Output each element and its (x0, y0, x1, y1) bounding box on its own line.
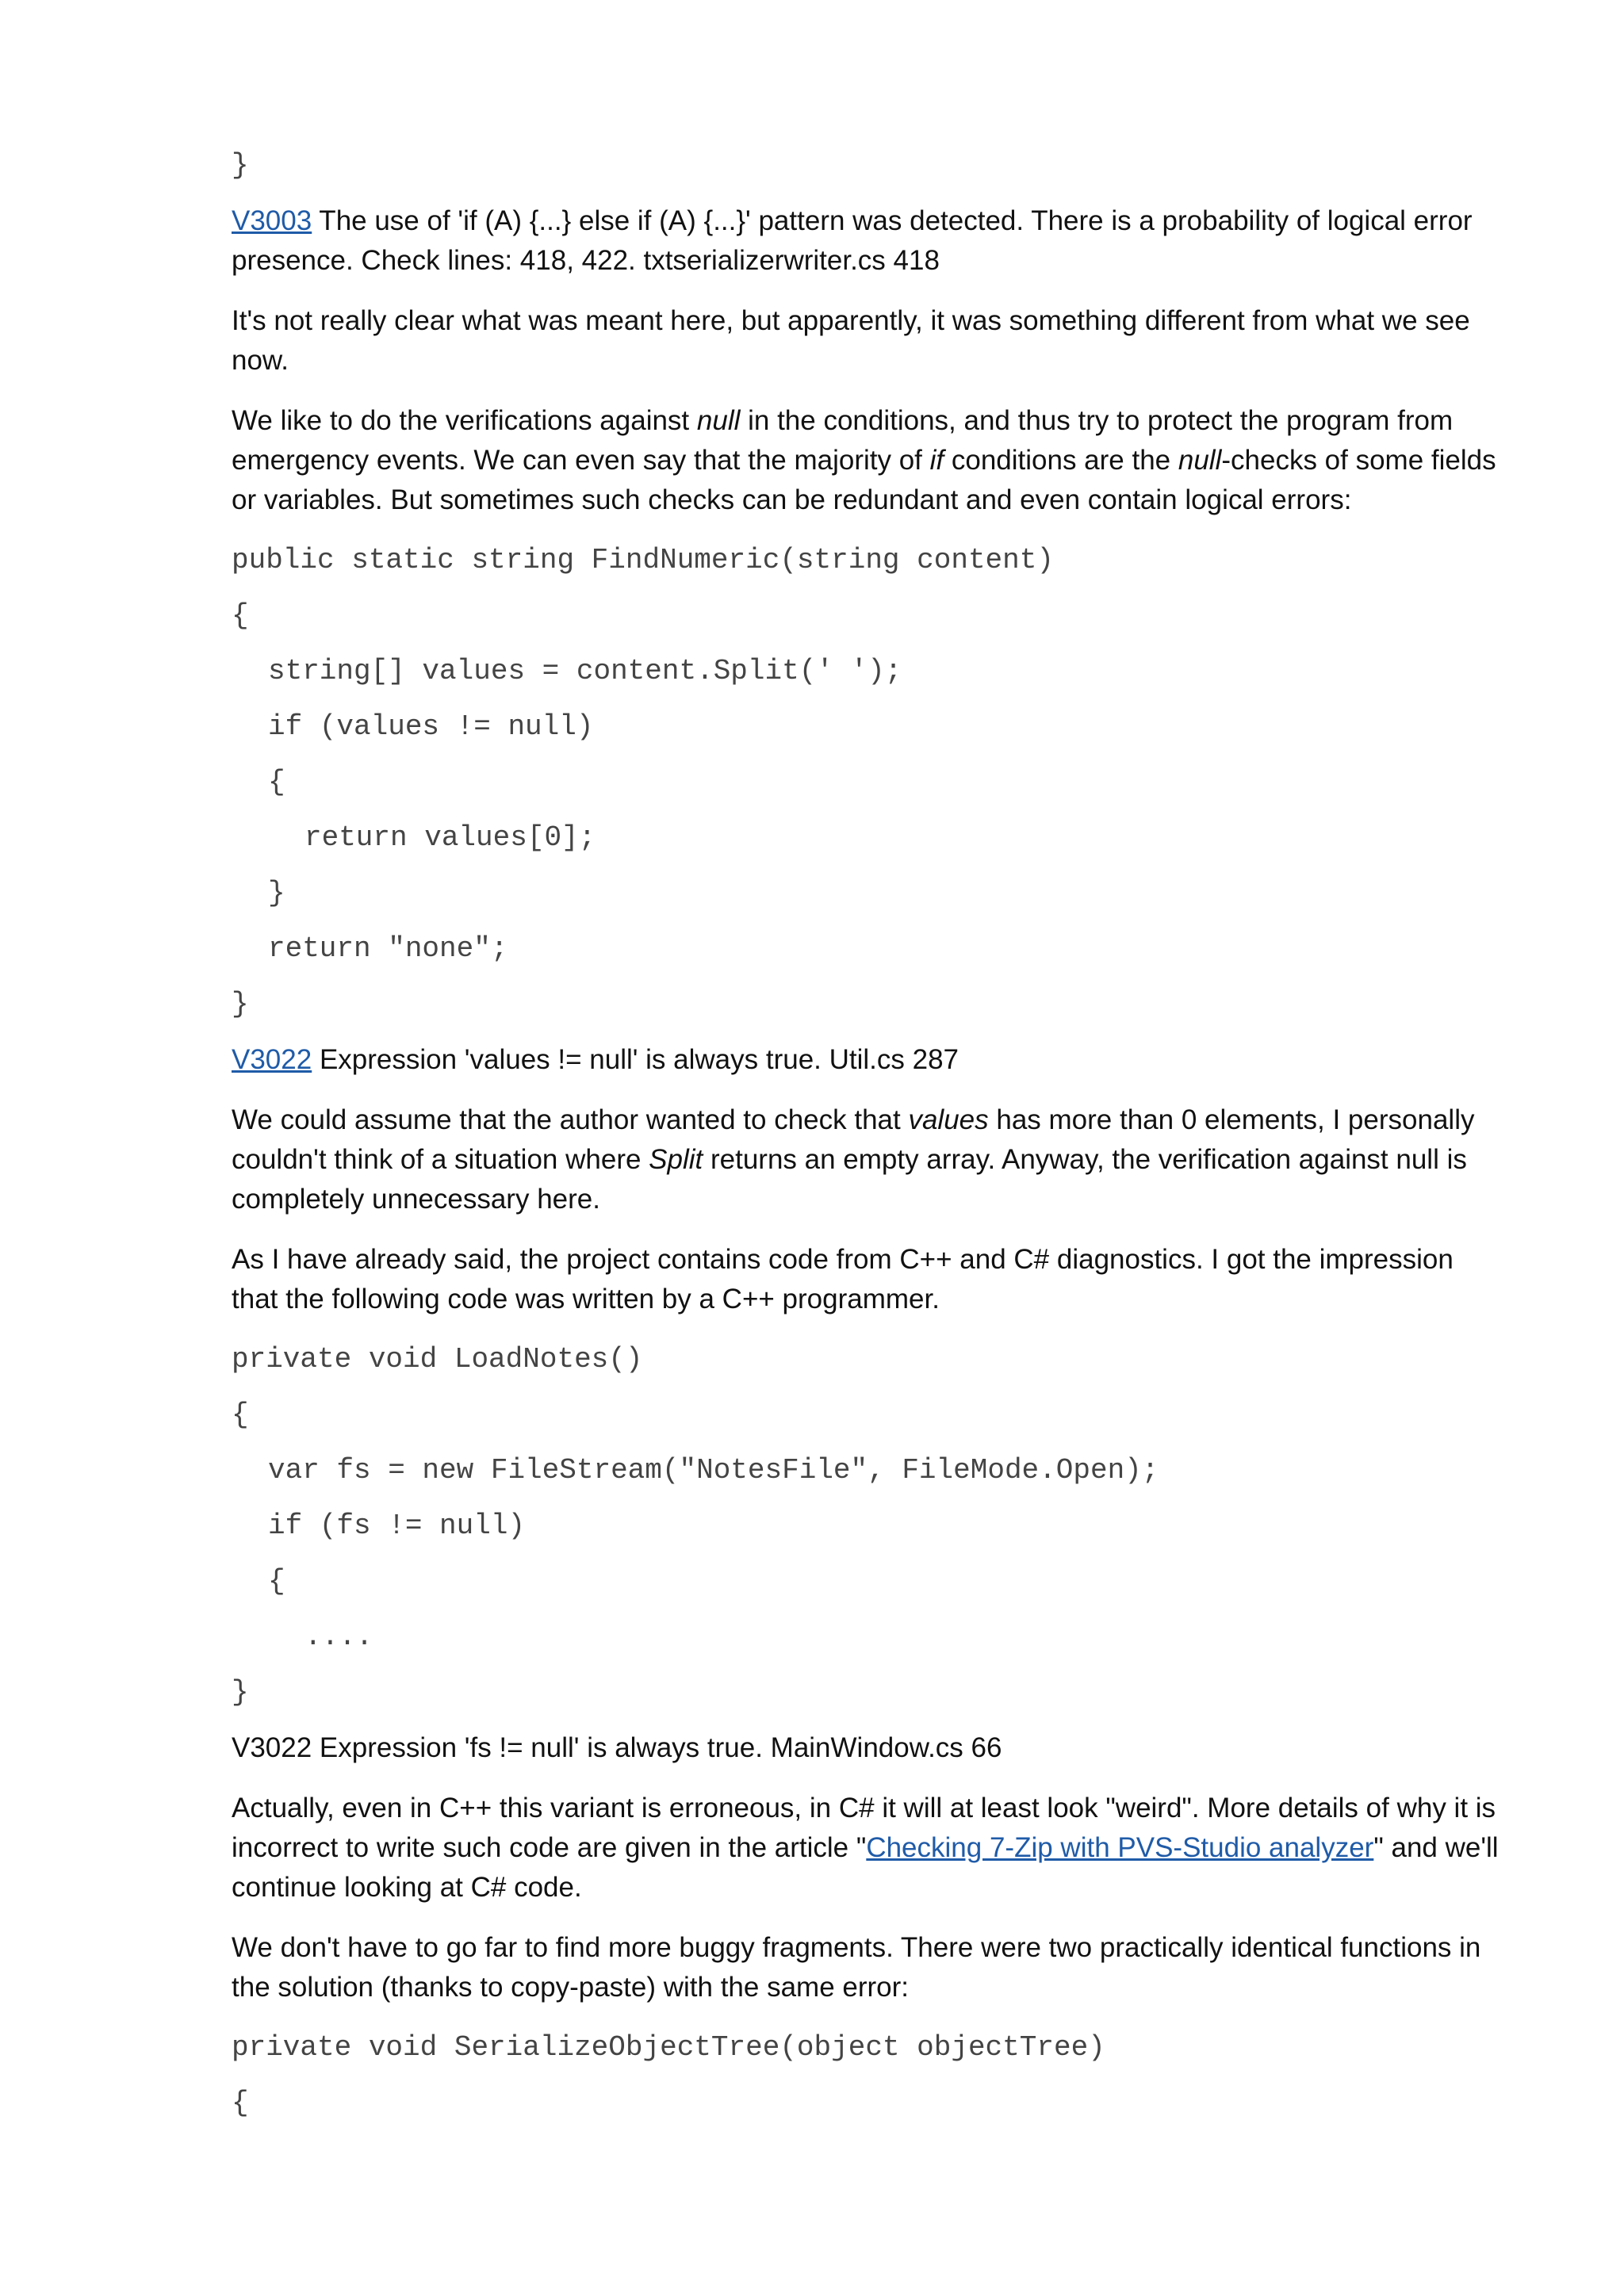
text-run: We could assume that the author wanted to check that (232, 1104, 909, 1135)
emphasis: null (1178, 445, 1222, 476)
paragraph-cpp: As I have already said, the project contains code from C++ and C# diagnostics. I got the impression that the following code was written by a C++ programmer. (232, 1244, 1454, 1314)
emphasis: Split (649, 1144, 703, 1175)
diagnostic-v3022-fs: V3022 Expression 'fs != null' is always true. MainWindow.cs 66 (232, 1732, 1002, 1763)
text-run: returns an empty array. Anyway, the verification against null is completely unnecessary here. (232, 1144, 1467, 1215)
code-line: if (values != null) (268, 710, 594, 743)
code-line: } (232, 988, 249, 1020)
code-block-loadnotes (232, 1340, 1500, 1712)
code-line: .... (304, 1621, 373, 1653)
diagnostic-link-v3022[interactable]: V3022 (232, 1044, 312, 1075)
code-block-serialize (232, 2028, 1500, 2123)
paragraph-actually (232, 1789, 1500, 1908)
code-line: } (268, 877, 285, 909)
code-line: private void SerializeObjectTree(object objectTree) (232, 2031, 1105, 2064)
text-run: has more than 0 elements, I personally couldn't think of a situation where (232, 1104, 1475, 1175)
emphasis: if (929, 445, 944, 476)
text-run: -checks of some fields or variables. But sometimes such checks can be redundant and even contain logical errors: (232, 445, 1496, 515)
code-line: return values[0]; (304, 821, 596, 854)
diagnostic-v3003 (232, 201, 1500, 281)
code-line: if (fs != null) (268, 1510, 526, 1542)
code-line: } (232, 1676, 249, 1709)
code-line: var fs = new FileStream("NotesFile", FileMode.Open); (268, 1454, 1159, 1487)
diagnostic-link-v3003[interactable]: V3003 (232, 205, 312, 236)
code-line: { (268, 766, 285, 798)
code-line: private void LoadNotes() (232, 1343, 643, 1376)
code-block-findnumeric (232, 541, 1500, 1024)
emphasis: values (908, 1104, 989, 1135)
emphasis: null (696, 405, 741, 436)
document-page (232, 146, 1500, 2139)
diagnostic-text: The use of 'if (A) {...} else if (A) {...}' pattern was detected. There is a probability of logical error presence. Check lines: 418, 422. txtserializerwriter.cs 418 (232, 205, 1473, 276)
code-line: public static string FindNumeric(string content) (232, 544, 1054, 576)
text-run: in the conditions, and thus try to protect the program from emergency events. We can even say that the majority of (232, 405, 1454, 476)
code-line: { (232, 1399, 249, 1431)
paragraph-buggy: We don't have to go far to find more buggy fragments. There were two practically identical functions in the solution (thanks to copy-paste) with the same error: (232, 1932, 1481, 2003)
article-link-7zip[interactable]: Checking 7-Zip with PVS-Studio analyzer (866, 1832, 1374, 1863)
code-line: { (232, 599, 249, 632)
paragraph-null-checks (232, 401, 1500, 520)
code-line: { (232, 2087, 249, 2119)
text-run: " and we'll continue looking at C# code. (232, 1832, 1499, 1903)
diagnostic-text: Expression 'values != null' is always true. Util.cs 287 (312, 1044, 959, 1075)
paragraph-unclear: It's not really clear what was meant here, but apparently, it was something different from what we see now. (232, 305, 1470, 376)
code-line: } (232, 149, 249, 182)
diagnostic-v3022-values (232, 1040, 1500, 1080)
paragraph-assume (232, 1100, 1500, 1219)
text-run: We like to do the verifications against (232, 405, 697, 436)
text-run: Actually, even in C++ this variant is erroneous, in C# it will at least look "weird". More details of why it is incorrect to write such code are given in the article " (232, 1793, 1496, 1863)
code-line: { (268, 1565, 285, 1598)
text-run: conditions are the (944, 445, 1178, 476)
code-line: string[] values = content.Split(' '); (268, 655, 902, 687)
code-line: return "none"; (268, 932, 508, 965)
